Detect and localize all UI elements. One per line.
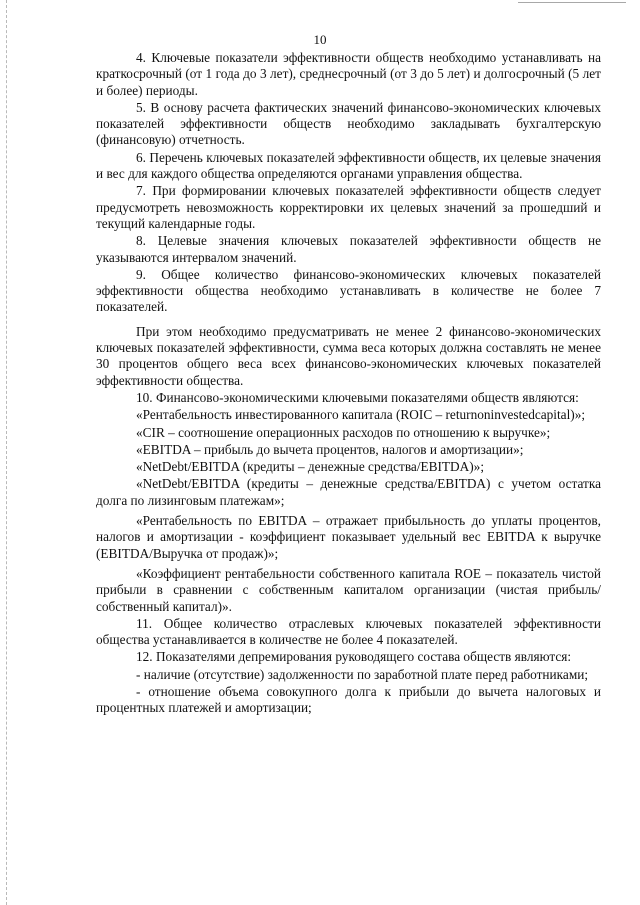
kpi-netdebt-ebitda-leasing: «NetDebt/EBITDA (кредиты – денежные средства/EBITDA) с учетом остатка долга по лизинговым платежам»;: [96, 476, 601, 508]
paragraph-10: 10. Финансово-экономическими ключевыми показателями обществ являются:: [136, 389, 579, 405]
document-body: [96, 50, 601, 717]
paragraph-6: 6. Перечень ключевых показателей эффективности обществ, их целевые значения и вес для каждого общества определяются органами управления общества.: [96, 149, 601, 182]
scan-top-mark: [518, 2, 626, 3]
kpi-roe: «Коэффициент рентабельности собственного капитала ROE – показатель чистой прибыли в сравнении с собственным капиталом организации (чистая прибыль/собственный капитал)».: [96, 565, 601, 614]
paragraph-5: 5. В основу расчета фактических значений финансово-экономических ключевых показателей эффективности обществ необходимо закладывать бухгалтерскую (финансовую) отчетность.: [96, 99, 601, 148]
depremium-item-debt-ratio: - отношение объема совокупного долга к прибыли до вычета налоговых и процентных платежей и амортизации;: [96, 683, 601, 716]
scan-edge-line: [6, 0, 7, 905]
paragraph-12: 12. Показателями депремирования руководящего состава обществ являются:: [136, 649, 572, 665]
paragraph-8: 8. Целевые значения ключевых показателей эффективности обществ не указываются интервалом значений.: [96, 233, 601, 265]
kpi-cir: «CIR – соотношение операционных расходов по отношению к выручке»;: [136, 424, 551, 440]
page-number: 10: [313, 32, 327, 47]
kpi-ebitda: «EBITDA – прибыль до вычета процентов, налогов и амортизации»;: [136, 441, 524, 457]
kpi-roic: «Рентабельность инвестированного капитала (ROIC – returnoninvestedcapital)»;: [136, 407, 586, 423]
paragraph-4: 4. Ключевые показатели эффективности обществ необходимо устанавливать на краткосрочный (от 1 года до 3 лет), среднесрочный (от 3 до 5 лет) и долгосрочный (5 лет и более) периоды.: [96, 50, 601, 98]
paragraph-7: 7. При формировании ключевых показателей эффективности обществ следует предусмотреть невозможность корректировки их целевых значений за прошедший и текущий календарные годы.: [96, 183, 601, 231]
paragraph-11: 11. Общее количество отраслевых ключевых показателей эффективности общества устанавливается в количестве не более 4 показателей.: [96, 615, 601, 648]
depremium-item-wage-debt: - наличие (отсутствие) задолженности по заработной плате перед работниками;: [136, 666, 589, 682]
kpi-ebitda-margin: «Рентабельность по EBITDA – отражает прибыльность до уплаты процентов, налогов и амортизации - коэффициент показывает удельный вес EBITDA к выручке (EBITDA/Выручка от продаж)»;: [96, 513, 601, 561]
kpi-netdebt-ebitda: «NetDebt/EBITDA (кредиты – денежные средства/EBITDA)»;: [136, 459, 485, 475]
paragraph-9: 9. Общее количество финансово-экономических ключевых показателей эффективности общества необходимо устанавливать в количестве не более 7 показателей.: [96, 266, 601, 315]
paragraph-9-note: При этом необходимо предусматривать не менее 2 финансово-экономических ключевых показателей эффективности, сумма веса которых должна составлять не менее 30 процентов общего веса всех финансово-экономических ключевых показателей эффективности общества.: [96, 323, 601, 388]
